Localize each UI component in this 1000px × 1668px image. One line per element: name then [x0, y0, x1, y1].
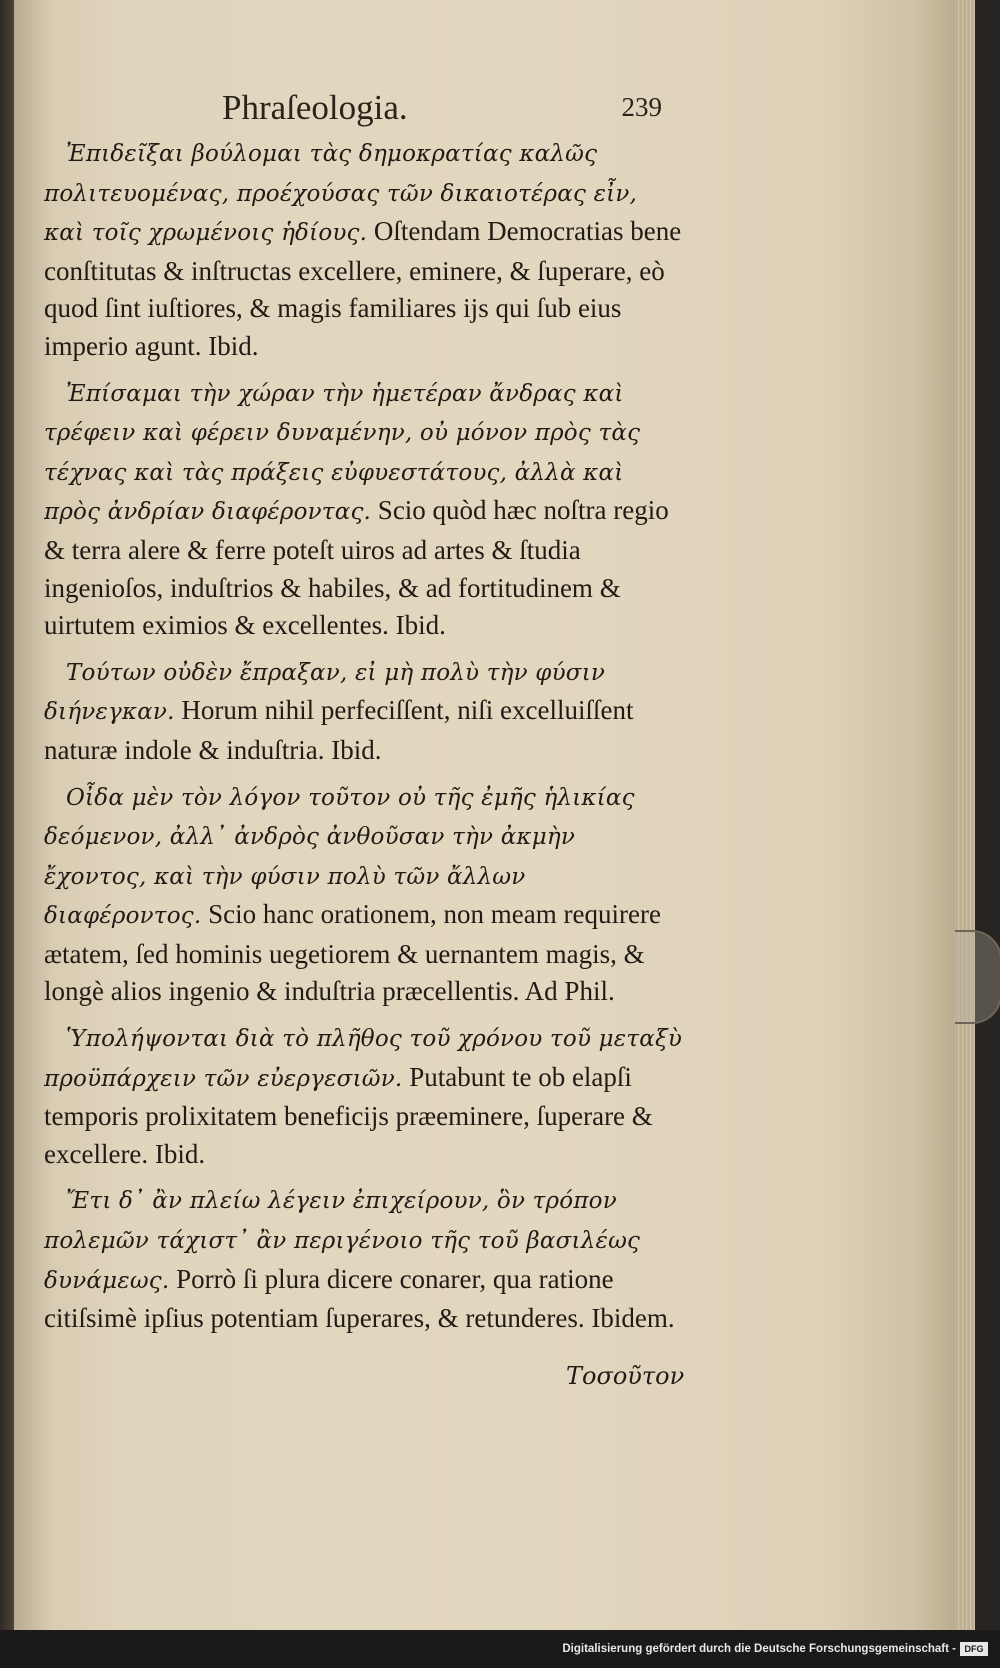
text-body	[44, 134, 684, 1346]
greek-text: Τούτων οὐδὲν ἔπραξαν, εἰ μὴ πολὺ τὴν φύσιν διήνεγκαν.	[44, 659, 606, 726]
latin-text: Scio quòd hæc noſtra regio & terra alere & ferre poteſt uiros ad artes & ſtudia ingenioſos, induſtrios & habiles, & ad fortitudinem & uirtutem eximios & excellentes. Ibid.	[44, 495, 669, 641]
latin-text: Oſtendam Democratias bene conſtitutas & inſtructas excellere, eminere, & ſuperare, eò quod ſint iuſtiores, & magis familiares ijs qui ſub eius imperio agunt. Ibid.	[44, 216, 682, 361]
page-edges	[955, 0, 975, 1630]
greek-text: Ἔτι δ᾽ ἂν πλείω λέγειν ἐπιχείρουν, ὃν τρόπον πολεμῶν τάχιστ᾽ ἂν περιγένοιο τῆς τοῦ βασιλέως δυνάμεως.	[44, 1188, 641, 1294]
entry-paragraph	[44, 134, 684, 366]
page-number: 239	[621, 92, 662, 122]
entry-paragraph	[44, 1019, 684, 1173]
entry-paragraph	[44, 374, 684, 645]
greek-text: Ὑπολήψονται διὰ τὸ πλῆθος τοῦ χρόνου τοῦ μεταξὺ προϋπάρχειν τῶν εὐεργεσιῶν.	[44, 1026, 683, 1092]
footer-credit: Digitalisierung gefördert durch die Deutsche Forschungsgemeinschaft -	[562, 1643, 956, 1655]
footer-bar	[0, 1630, 1000, 1668]
latin-text: Horum nihil perfeciſſent, niſi excelluiſſent naturæ indole & induſtria. Ibid.	[44, 695, 634, 765]
greek-text: Οἶδα μὲν τὸν λόγον τοῦτον οὐ τῆς ἐμῆς ἡλικίας δεόμενον, ἀλλ᾽ ἀνδρὸς ἀνθοῦσαν τὴν ἀκμὴν ἔχοντος, καὶ τὴν φύσιν πολὺ τῶν ἄλλων διαφέροντος.	[44, 784, 635, 930]
entry-paragraph	[44, 1181, 684, 1337]
running-head	[222, 88, 662, 134]
dfg-logo-icon: DFG	[960, 1642, 988, 1656]
page-clip	[955, 930, 1000, 1024]
greek-text: Ἐπίσαμαι τὴν χώραν τὴν ἡμετέραν ἄνδρας καὶ τρέφειν καὶ φέρειν δυναμένην, οὐ μόνον πρὸς τὰς τέχνας καὶ τὰς πράξεις εὐφυεστάτους, ἀλλὰ καὶ πρὸς ἀνδρίαν διαφέροντας.	[44, 380, 641, 526]
greek-text: Ἐπιδεῖξαι βούλομαι τὰς δημοκρατίας καλῶς πολιτευομένας, προέχούσας τῶν δικαιοτέρας εἶν, καὶ τοῖς χρωμένοις ἡδίους.	[44, 141, 638, 247]
running-title: Phraſeologia.	[222, 88, 408, 127]
latin-text: Putabunt te ob elapſi temporis prolixitatem beneficijs præeminere, ſuperare & excellere. Ibid.	[44, 1061, 653, 1169]
latin-text: Porrò ſi plura dicere conarer, qua ratione citiſsimè ipſius potentiam ſuperares, & retunderes. Ibidem.	[44, 1263, 675, 1334]
latin-text: Scio hanc orationem, non meam requirere ætatem, ſed hominis uegetiorem & uernantem magis, & longè alios ingenio & induſtria præcellentis. Ad Phil.	[44, 899, 661, 1007]
entry-paragraph	[44, 778, 684, 1012]
entry-paragraph	[44, 653, 684, 770]
catchword: Τοσοῦτον	[566, 1362, 685, 1390]
